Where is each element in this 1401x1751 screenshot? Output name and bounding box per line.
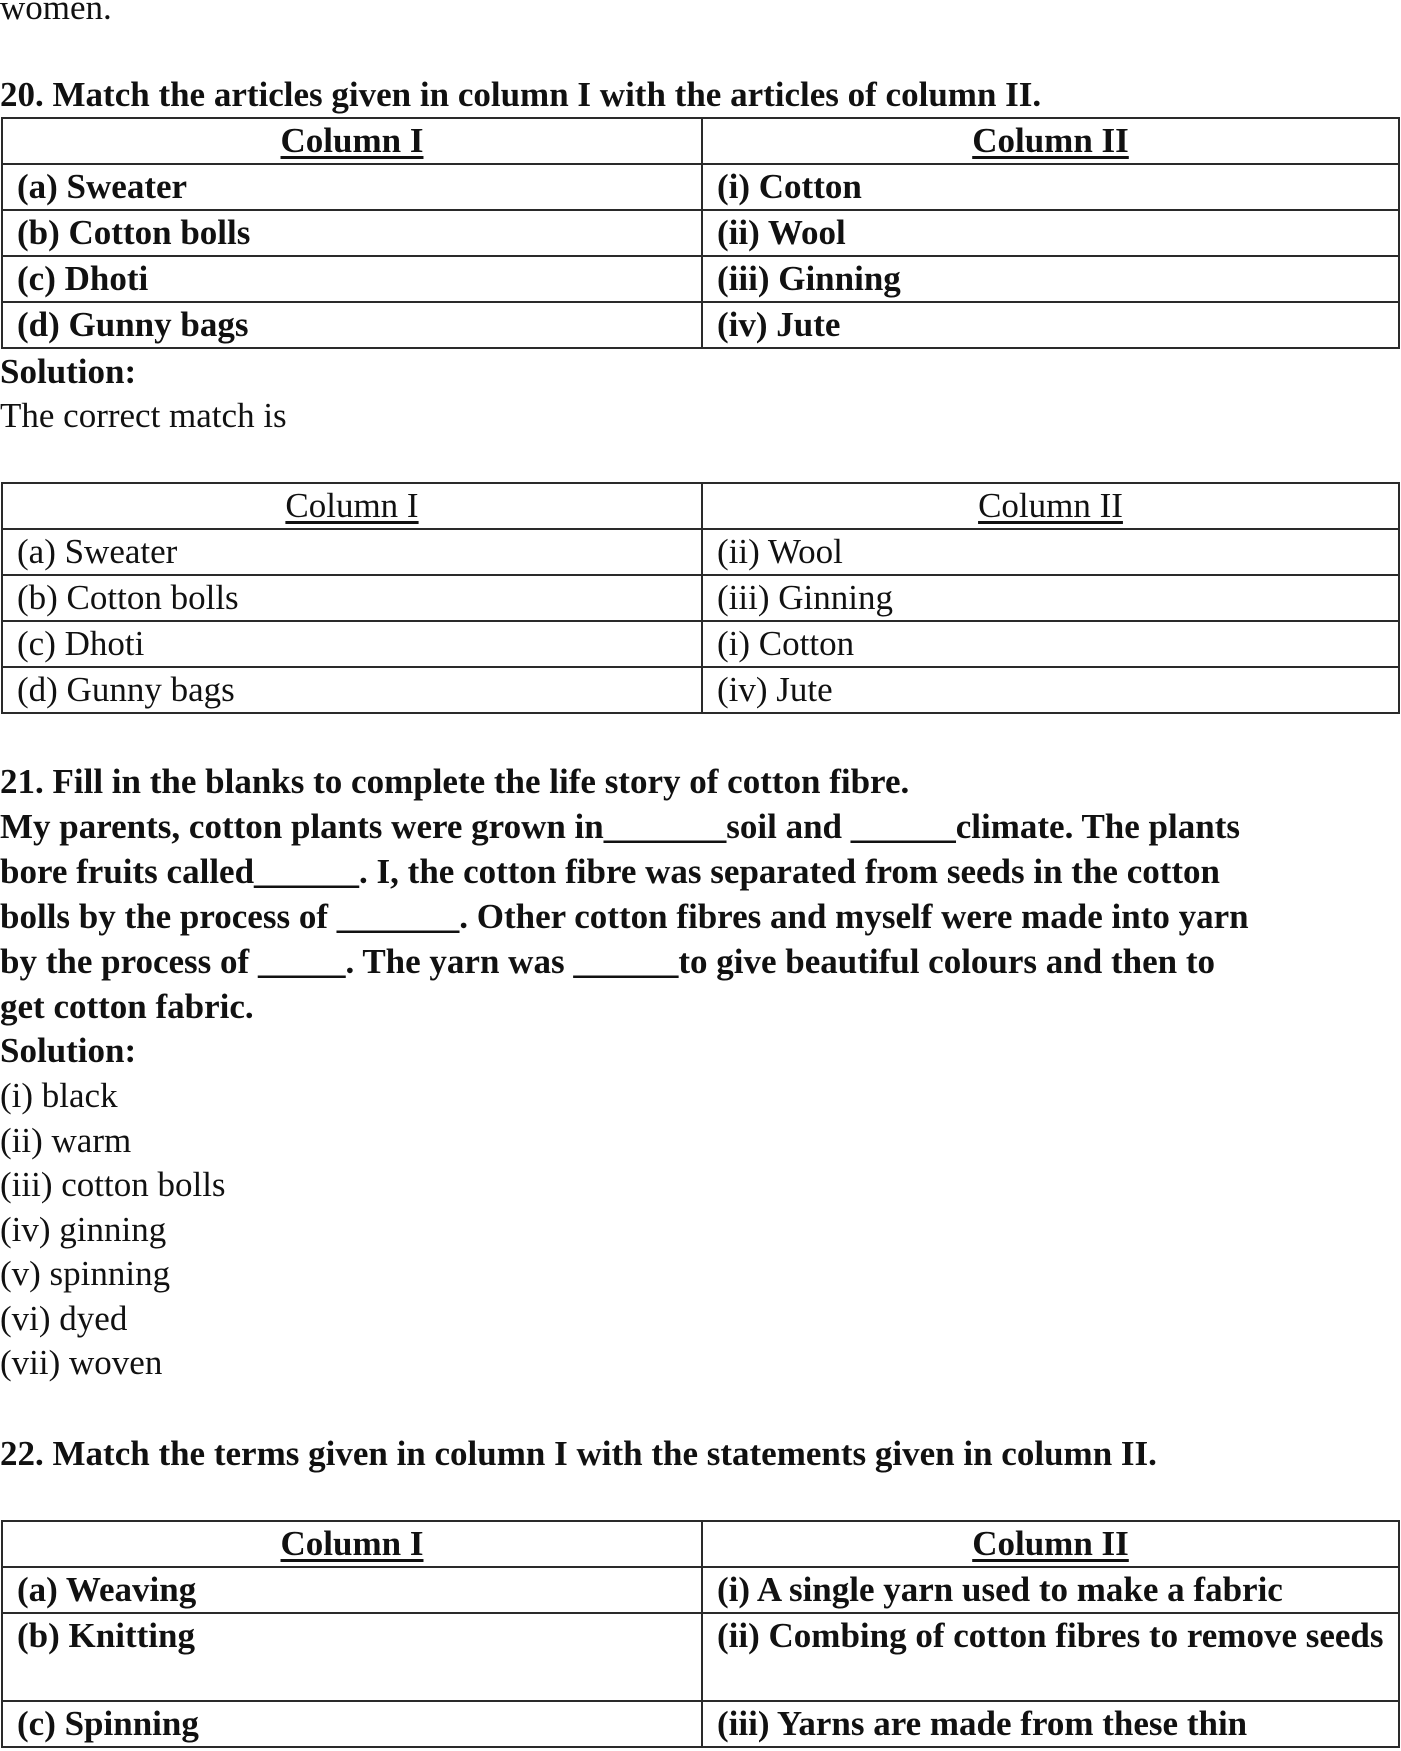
solution-intro: The correct match is bbox=[0, 396, 287, 435]
table-row bbox=[2, 1613, 1399, 1701]
table-row bbox=[2, 210, 1399, 256]
table-cell: (ii) Wool bbox=[702, 210, 1399, 256]
table-header-row bbox=[2, 118, 1399, 164]
column-header-label: Column II bbox=[972, 121, 1129, 160]
table-cell: (iii) Yarns are made from these thin bbox=[702, 1701, 1399, 1747]
table-cell: (c) Spinning bbox=[2, 1701, 702, 1747]
previous-text-tail: women. bbox=[0, 0, 112, 27]
table-row bbox=[2, 302, 1399, 348]
table-row bbox=[2, 667, 1399, 713]
q20-match-table bbox=[1, 117, 1400, 349]
column-header bbox=[702, 118, 1399, 164]
passage-line: by the process of _____. The yarn was ______to give beautiful colours and then to bbox=[0, 942, 1216, 981]
table-row bbox=[2, 1567, 1399, 1613]
answer-item: (vi) dyed bbox=[0, 1299, 128, 1338]
table-row bbox=[2, 1701, 1399, 1747]
answer-item: (v) spinning bbox=[0, 1254, 171, 1293]
column-header-label: Column II bbox=[972, 1524, 1129, 1563]
table-row bbox=[2, 256, 1399, 302]
table-row bbox=[2, 529, 1399, 575]
table-cell: (ii) Wool bbox=[702, 529, 1399, 575]
question-20: 20. Match the articles given in column I with the articles of column II. bbox=[0, 75, 1042, 114]
answer-item: (ii) warm bbox=[0, 1121, 132, 1160]
table-cell: (iii) Ginning bbox=[702, 256, 1399, 302]
passage-line: My parents, cotton plants were grown in_______soil and ______climate. The plants bbox=[0, 807, 1240, 846]
passage-line: get cotton fabric. bbox=[0, 987, 254, 1026]
column-header bbox=[702, 483, 1399, 529]
question-22: 22. Match the terms given in column I with the statements given in column II. bbox=[0, 1434, 1157, 1473]
table-cell: (c) Dhoti bbox=[2, 256, 702, 302]
passage-line: bore fruits called______. I, the cotton fibre was separated from seeds in the cotton bbox=[0, 852, 1221, 891]
table-row bbox=[2, 164, 1399, 210]
table-cell: (i) Cotton bbox=[702, 164, 1399, 210]
question-21: 21. Fill in the blanks to complete the life story of cotton fibre. bbox=[0, 762, 910, 801]
table-cell: (a) Weaving bbox=[2, 1567, 702, 1613]
q22-match-table bbox=[1, 1520, 1400, 1748]
column-header bbox=[2, 483, 702, 529]
table-cell: (a) Sweater bbox=[2, 529, 702, 575]
table-cell: (a) Sweater bbox=[2, 164, 702, 210]
table-cell: (b) Knitting bbox=[2, 1613, 702, 1701]
answer-item: (iv) ginning bbox=[0, 1210, 167, 1249]
table-cell: (ii) Combing of cotton fibres to remove seeds bbox=[702, 1613, 1399, 1701]
table-cell: (d) Gunny bags bbox=[2, 302, 702, 348]
column-header-label: Column I bbox=[280, 121, 424, 160]
table-header-row bbox=[2, 483, 1399, 529]
column-header-label: Column II bbox=[978, 486, 1123, 525]
table-cell: (d) Gunny bags bbox=[2, 667, 702, 713]
column-header-label: Column I bbox=[285, 486, 419, 525]
answer-item: (i) black bbox=[0, 1076, 118, 1115]
table-cell: (b) Cotton bolls bbox=[2, 210, 702, 256]
column-header bbox=[702, 1521, 1399, 1567]
table-cell: (i) Cotton bbox=[702, 621, 1399, 667]
table-cell: (iv) Jute bbox=[702, 667, 1399, 713]
column-header-label: Column I bbox=[280, 1524, 424, 1563]
table-cell: (b) Cotton bolls bbox=[2, 575, 702, 621]
passage-line: bolls by the process of _______. Other cotton fibres and myself were made into yarn bbox=[0, 897, 1249, 936]
table-cell: (iv) Jute bbox=[702, 302, 1399, 348]
answer-item: (iii) cotton bolls bbox=[0, 1165, 226, 1204]
table-header-row bbox=[2, 1521, 1399, 1567]
table-row bbox=[2, 621, 1399, 667]
table-cell: (i) A single yarn used to make a fabric bbox=[702, 1567, 1399, 1613]
table-cell: (c) Dhoti bbox=[2, 621, 702, 667]
answer-item: (vii) woven bbox=[0, 1343, 163, 1382]
solution-label: Solution: bbox=[0, 1031, 137, 1070]
column-header bbox=[2, 1521, 702, 1567]
table-row bbox=[2, 575, 1399, 621]
solution-label: Solution: bbox=[0, 352, 137, 391]
column-header bbox=[2, 118, 702, 164]
table-cell: (iii) Ginning bbox=[702, 575, 1399, 621]
q20-answer-table bbox=[1, 482, 1400, 714]
